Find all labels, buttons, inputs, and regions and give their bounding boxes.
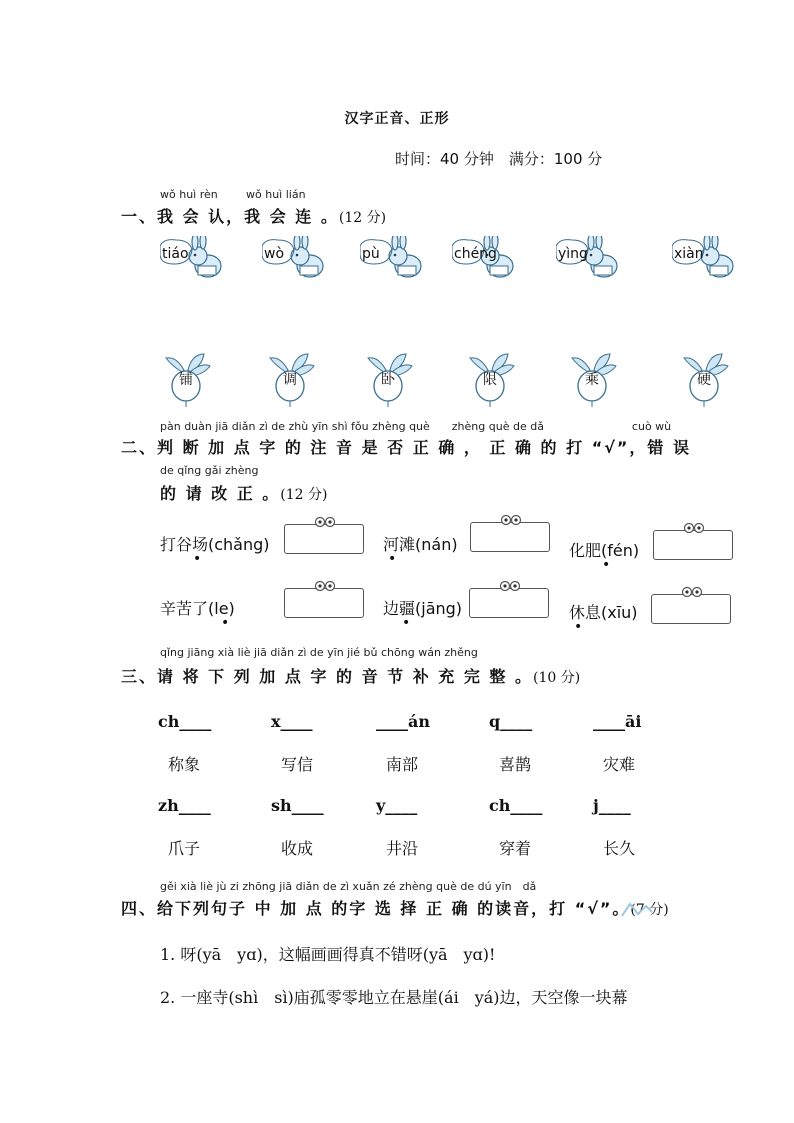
radish-card[interactable] [162, 352, 212, 408]
emphasis-dot: • [402, 615, 411, 631]
q1-heading-text: 一、我 会 认，我 会 连 。 [121, 207, 339, 226]
q1-pinyin-a: wǒ huì rèn [160, 188, 218, 201]
vocab-word: 写信 [281, 755, 314, 774]
rabbit-pinyin-label: xiàn [674, 246, 704, 262]
radish-card[interactable] [466, 352, 516, 408]
rabbit-card[interactable] [452, 236, 524, 280]
radish-character: 卧 [381, 372, 395, 388]
rabbit-pinyin-label: tiáo [162, 246, 189, 262]
rabbit-card[interactable] [360, 236, 432, 280]
radish-character: 调 [283, 372, 297, 388]
q2-pinyin-line2: de qǐng gǎi zhèng [160, 464, 259, 477]
answer-box[interactable] [284, 588, 364, 618]
q3-heading [121, 664, 580, 687]
box-eyes-icon [498, 515, 524, 525]
q4-pinyin: gěi xià liè jù zi zhōng jiā diǎn de zì xuǎn zé zhèng què de dú yīn dǎ [160, 880, 537, 893]
vocab-word: 长久 [603, 839, 636, 858]
rabbit-pinyin-label: wò [264, 246, 285, 262]
q2-item-text: 打谷场(chǎng) [160, 535, 270, 554]
box-eyes-icon [497, 581, 523, 591]
radish-character: 乘 [585, 372, 599, 388]
rabbit-pinyin-label: yìng [558, 246, 588, 262]
answer-box[interactable] [653, 530, 733, 560]
radish-character: 硬 [697, 372, 711, 388]
vocab-word: 穿着 [499, 839, 532, 858]
emphasis-dot: • [221, 615, 230, 631]
answer-box[interactable] [284, 524, 364, 554]
pinyin-blank[interactable]: ch____ [158, 712, 212, 731]
radish-card[interactable] [364, 352, 414, 408]
vocab-word: 灾难 [603, 755, 636, 774]
box-eyes-icon [679, 587, 705, 597]
q2-heading-line2 [160, 481, 328, 504]
box-eyes-icon [312, 517, 338, 527]
q3-score: (10 分) [533, 670, 581, 686]
answer-box[interactable] [469, 588, 549, 618]
q3-heading-text: 三、请 将 下 列 加 点 字 的 音 节 补 充 完 整 。 [121, 667, 533, 686]
q4-sentence-2: 2. 一座寺(shì sì)庙孤零零地立在悬崖(ái yá)边，天空像一块幕 [160, 988, 628, 1007]
pinyin-blank[interactable]: ____án [376, 712, 430, 731]
pinyin-blank[interactable]: q____ [489, 712, 533, 731]
vocab-word: 爪子 [168, 839, 201, 858]
radish-card[interactable] [680, 352, 730, 408]
q2-item-text: 休息(xīu) [569, 603, 638, 622]
rabbit-card[interactable] [160, 236, 232, 280]
rabbit-card[interactable] [672, 236, 744, 280]
q1-heading [121, 204, 386, 227]
pinyin-blank[interactable]: x____ [271, 712, 313, 731]
worksheet-title: 汉字正音、正形 [344, 111, 450, 127]
emphasis-dot: • [193, 551, 202, 567]
q2-score: (12 分) [280, 487, 328, 503]
q4-heading-text: 四、给下列句子 中 加 点 的字 选 择 正 确 的读音，打 “√”。 [121, 899, 631, 918]
vocab-word: 井沿 [386, 839, 419, 858]
q2-item-text: 边疆(jāng) [383, 599, 463, 618]
answer-box[interactable] [651, 594, 731, 624]
rabbit-pinyin-label: chéng [454, 246, 497, 262]
rabbit-pinyin-label: pù [362, 246, 380, 262]
answer-box[interactable] [470, 522, 550, 552]
radish-character: 铺 [179, 372, 193, 388]
box-eyes-icon [312, 581, 338, 591]
vocab-word: 收成 [281, 839, 314, 858]
q4-heading [121, 896, 669, 919]
box-eyes-icon [681, 523, 707, 533]
rabbit-card[interactable] [262, 236, 334, 280]
q2-pinyin-line1: pàn duàn jiā diǎn zì de zhù yīn shì fǒu zhèng què zhèng què de dǎ cuò wù [160, 420, 672, 433]
emphasis-dot: • [388, 551, 397, 567]
radish-character: 限 [483, 372, 497, 388]
pinyin-blank[interactable]: ____āi [593, 712, 642, 731]
time-and-score-info: 时间：40 分钟 满分：100 分 [395, 150, 603, 168]
vocab-word: 南部 [386, 755, 419, 774]
pinyin-blank[interactable]: ch____ [489, 796, 543, 815]
radish-card[interactable] [568, 352, 618, 408]
q2-item-text: 化肥(fén) [569, 541, 640, 560]
q3-pinyin: qǐng jiāng xià liè jiā diǎn zì de yīn jié bǔ chōng wán zhěng [160, 646, 478, 659]
q2-heading-line2-text: 的 请 改 正 。 [160, 484, 281, 503]
radish-card[interactable] [266, 352, 316, 408]
pinyin-blank[interactable]: j____ [593, 796, 631, 815]
vocab-word: 喜鹊 [499, 755, 532, 774]
pinyin-blank[interactable]: sh____ [271, 796, 324, 815]
pinyin-blank[interactable]: y____ [376, 796, 418, 815]
vocab-word: 称象 [168, 755, 201, 774]
emphasis-dot: • [602, 557, 611, 573]
q4-sentence-1: 1. 呀(yā yɑ)，这幅画画得真不错呀(yā yɑ)! [160, 945, 496, 964]
emphasis-dot: • [574, 619, 583, 635]
pencil-decoration-icon [620, 900, 654, 920]
q4-score: (7 分) [630, 902, 669, 918]
q1-pinyin-b: wǒ huì lián [246, 188, 306, 201]
q2-heading-line1: 二、判 断 加 点 字 的 注 音 是 否 正 确 ， 正 确 的 打 “√”，错 误 [121, 438, 691, 457]
pinyin-blank[interactable]: zh____ [158, 796, 211, 815]
q1-score: (12 分) [338, 210, 387, 226]
rabbit-card[interactable] [556, 236, 628, 280]
q2-item-text: 辛苦了(le) [160, 599, 235, 618]
q2-item-text: 河滩(nán) [383, 535, 458, 554]
